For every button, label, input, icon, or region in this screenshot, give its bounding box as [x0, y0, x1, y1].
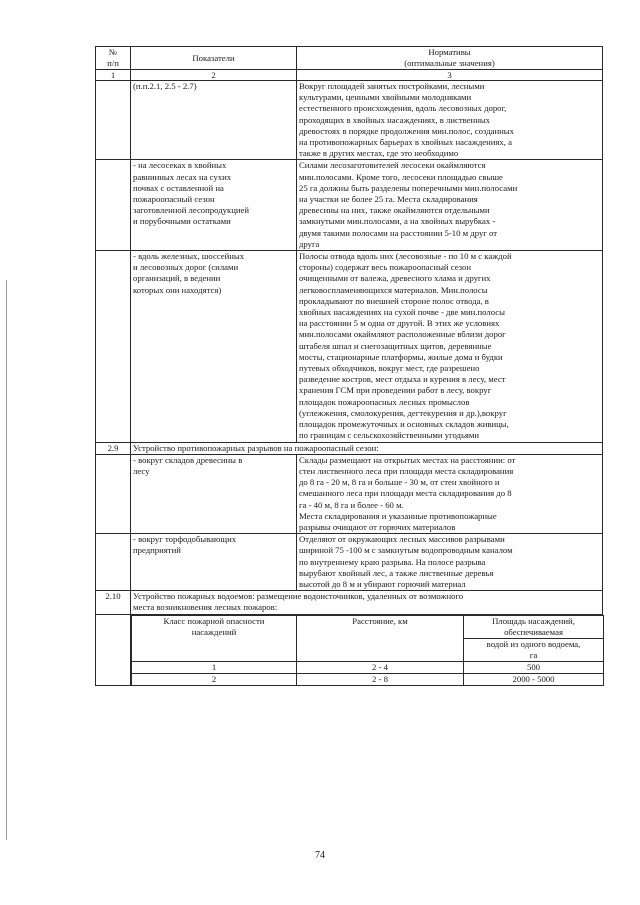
row-indicator: - вокруг торфодобывающих предприятий [131, 534, 297, 591]
table-row [96, 534, 603, 591]
subheader-distance: Расстояние, км [297, 615, 464, 661]
row-indicator: (п.п.2.1, 2.5 - 2.7) [131, 81, 297, 160]
table-row [96, 251, 603, 442]
subtable-row [96, 614, 603, 686]
col-number: 2 [131, 70, 297, 81]
row-num [96, 614, 131, 686]
row-indicator: - вокруг складов древесины в лесу [131, 454, 297, 533]
row-norm: Отделяют от окружающих лесных массивов разрывами шириной 75 -100 м с замкнутым водопроводным каналом по внутреннему краю разрыва. На полосе разрыва вырубают хвойный лес, а также лиственные деревья высотой до 8 м и убирают горючий материал [297, 534, 603, 591]
sub-area: 500 [464, 661, 604, 673]
subheader-area: Площадь насаждений, обеспечиваемая [464, 615, 604, 638]
table-header-row [96, 47, 603, 70]
table-row [96, 454, 603, 533]
subtable-cell [131, 614, 603, 686]
header-num: № п/п [96, 47, 131, 70]
row-norm: Силами лесозаготовителей лесосеки окаймляются мин.полосами. Кроме того, лесосеки площадью свыше 25 га должны быть разделены поперечными мин.полосами на участки не более 25 га. Места складирования древесины на них, также окаймляются отдельными замкнутыми мин.полосами, а на хвойных вырубках - двумя такими полосами на расстоянии 5-10 м друг от друга [297, 160, 603, 251]
norms-table [95, 46, 603, 686]
sub-class: 2 [132, 673, 297, 685]
subheader-class: Класс пожарной опасности насаждений [132, 615, 297, 661]
table-row [96, 81, 603, 160]
row-norm: Склады размещают на открытых местах на расстоянии: от стен лиственного леса при площади места складирования до 8 га - 20 м, 8 га и больше - 30 м, от стен хвойного и смешанного леса при площади места складирования до 8 га - 40 м, 8 га и более - 60 м. Места складирования и указанные противопожарные разрывы очищают от горючих материалов [297, 454, 603, 533]
sub-distance: 2 - 4 [297, 661, 464, 673]
col-number: 3 [297, 70, 603, 81]
page-number: 74 [315, 850, 325, 861]
header-norms: Нормативы (оптимальные значения) [297, 47, 603, 70]
section-num: 2.9 [96, 442, 131, 454]
sub-distance: 2 - 8 [297, 673, 464, 685]
row-num [96, 81, 131, 160]
subtable-row [132, 661, 604, 673]
column-number-row [96, 70, 603, 81]
section-title: Устройство противопожарных разрывов на пожароопасный сезон: [131, 442, 603, 454]
row-indicator: - на лесосеках в хвойных равнинных лесах на сухих почвах с оставленной на пожароопасный сезон заготовленной лесопродукцией и порубочными остатками [131, 160, 297, 251]
sub-area: 2000 - 5000 [464, 673, 604, 685]
section-title: Устройство пожарных водоемов: размещение водоисточников, удаленных от возможного места возникновения лесных пожаров: [131, 591, 603, 614]
subtable-header-row [132, 615, 604, 638]
row-num [96, 160, 131, 251]
subtable-row [132, 673, 604, 685]
row-num [96, 534, 131, 591]
section-row-2-10 [96, 591, 603, 614]
header-indicators: Показатели [131, 47, 297, 70]
row-norm: Полосы отвода вдоль них (лесовозные - по 10 м с каждой стороны) содержат весь пожароопасный сезон очищенными от валежа, древесного хлама и других легковоспламеняющихся материалов. Мин.полосы прокладывают по внешней стороне полос отвода, в хвойных насаждениях на сухой почве - две мин.полосы на расстоянии 5 м одна от другой. В этих же условиях мин.полосами окаймляют расположенные вблизи дорог штабеля шпал и снегозащитных щитов, деревянные мосты, стационарные платформы, жилые дома и будки путевых обходчиков, вокруг мест, где разрешено разведение костров, мест отдыха и курения в лесу, мест хранения ГСМ при проведении работ в лесу, вокруг площадок пожароопасных лесных промыслов (углежжения, смолокурения, дегтекурения и др.),вокруг площадок промежуточных и основных складов живицы, по границам с сельскохозяйственными угодьями [297, 251, 603, 442]
reservoir-subtable [131, 615, 604, 686]
row-indicator: - вдоль железных, шоссейных и лесовозных дорог (силами организаций, в ведении которых они находятся) [131, 251, 297, 442]
binder-margin-line [6, 280, 7, 840]
row-num [96, 454, 131, 533]
row-num [96, 251, 131, 442]
subheader-area-cont: водой из одного водоема, га [464, 638, 604, 661]
sub-class: 1 [132, 661, 297, 673]
row-norm: Вокруг площадей занятых постройками, лесными культурами, ценными хвойными молодняками естественного происхождения, вдоль лесовозных дорог, проходящих в хвойных насаждениях, в лиственных древостоях в порядке продолжения мин.полос, созданных на противопожарных барьерах в хвойных насаждениях, а также в других местах, где это необходимо [297, 81, 603, 160]
table-row [96, 160, 603, 251]
section-row-2-9 [96, 442, 603, 454]
col-number: 1 [96, 70, 131, 81]
section-num: 2.10 [96, 591, 131, 614]
